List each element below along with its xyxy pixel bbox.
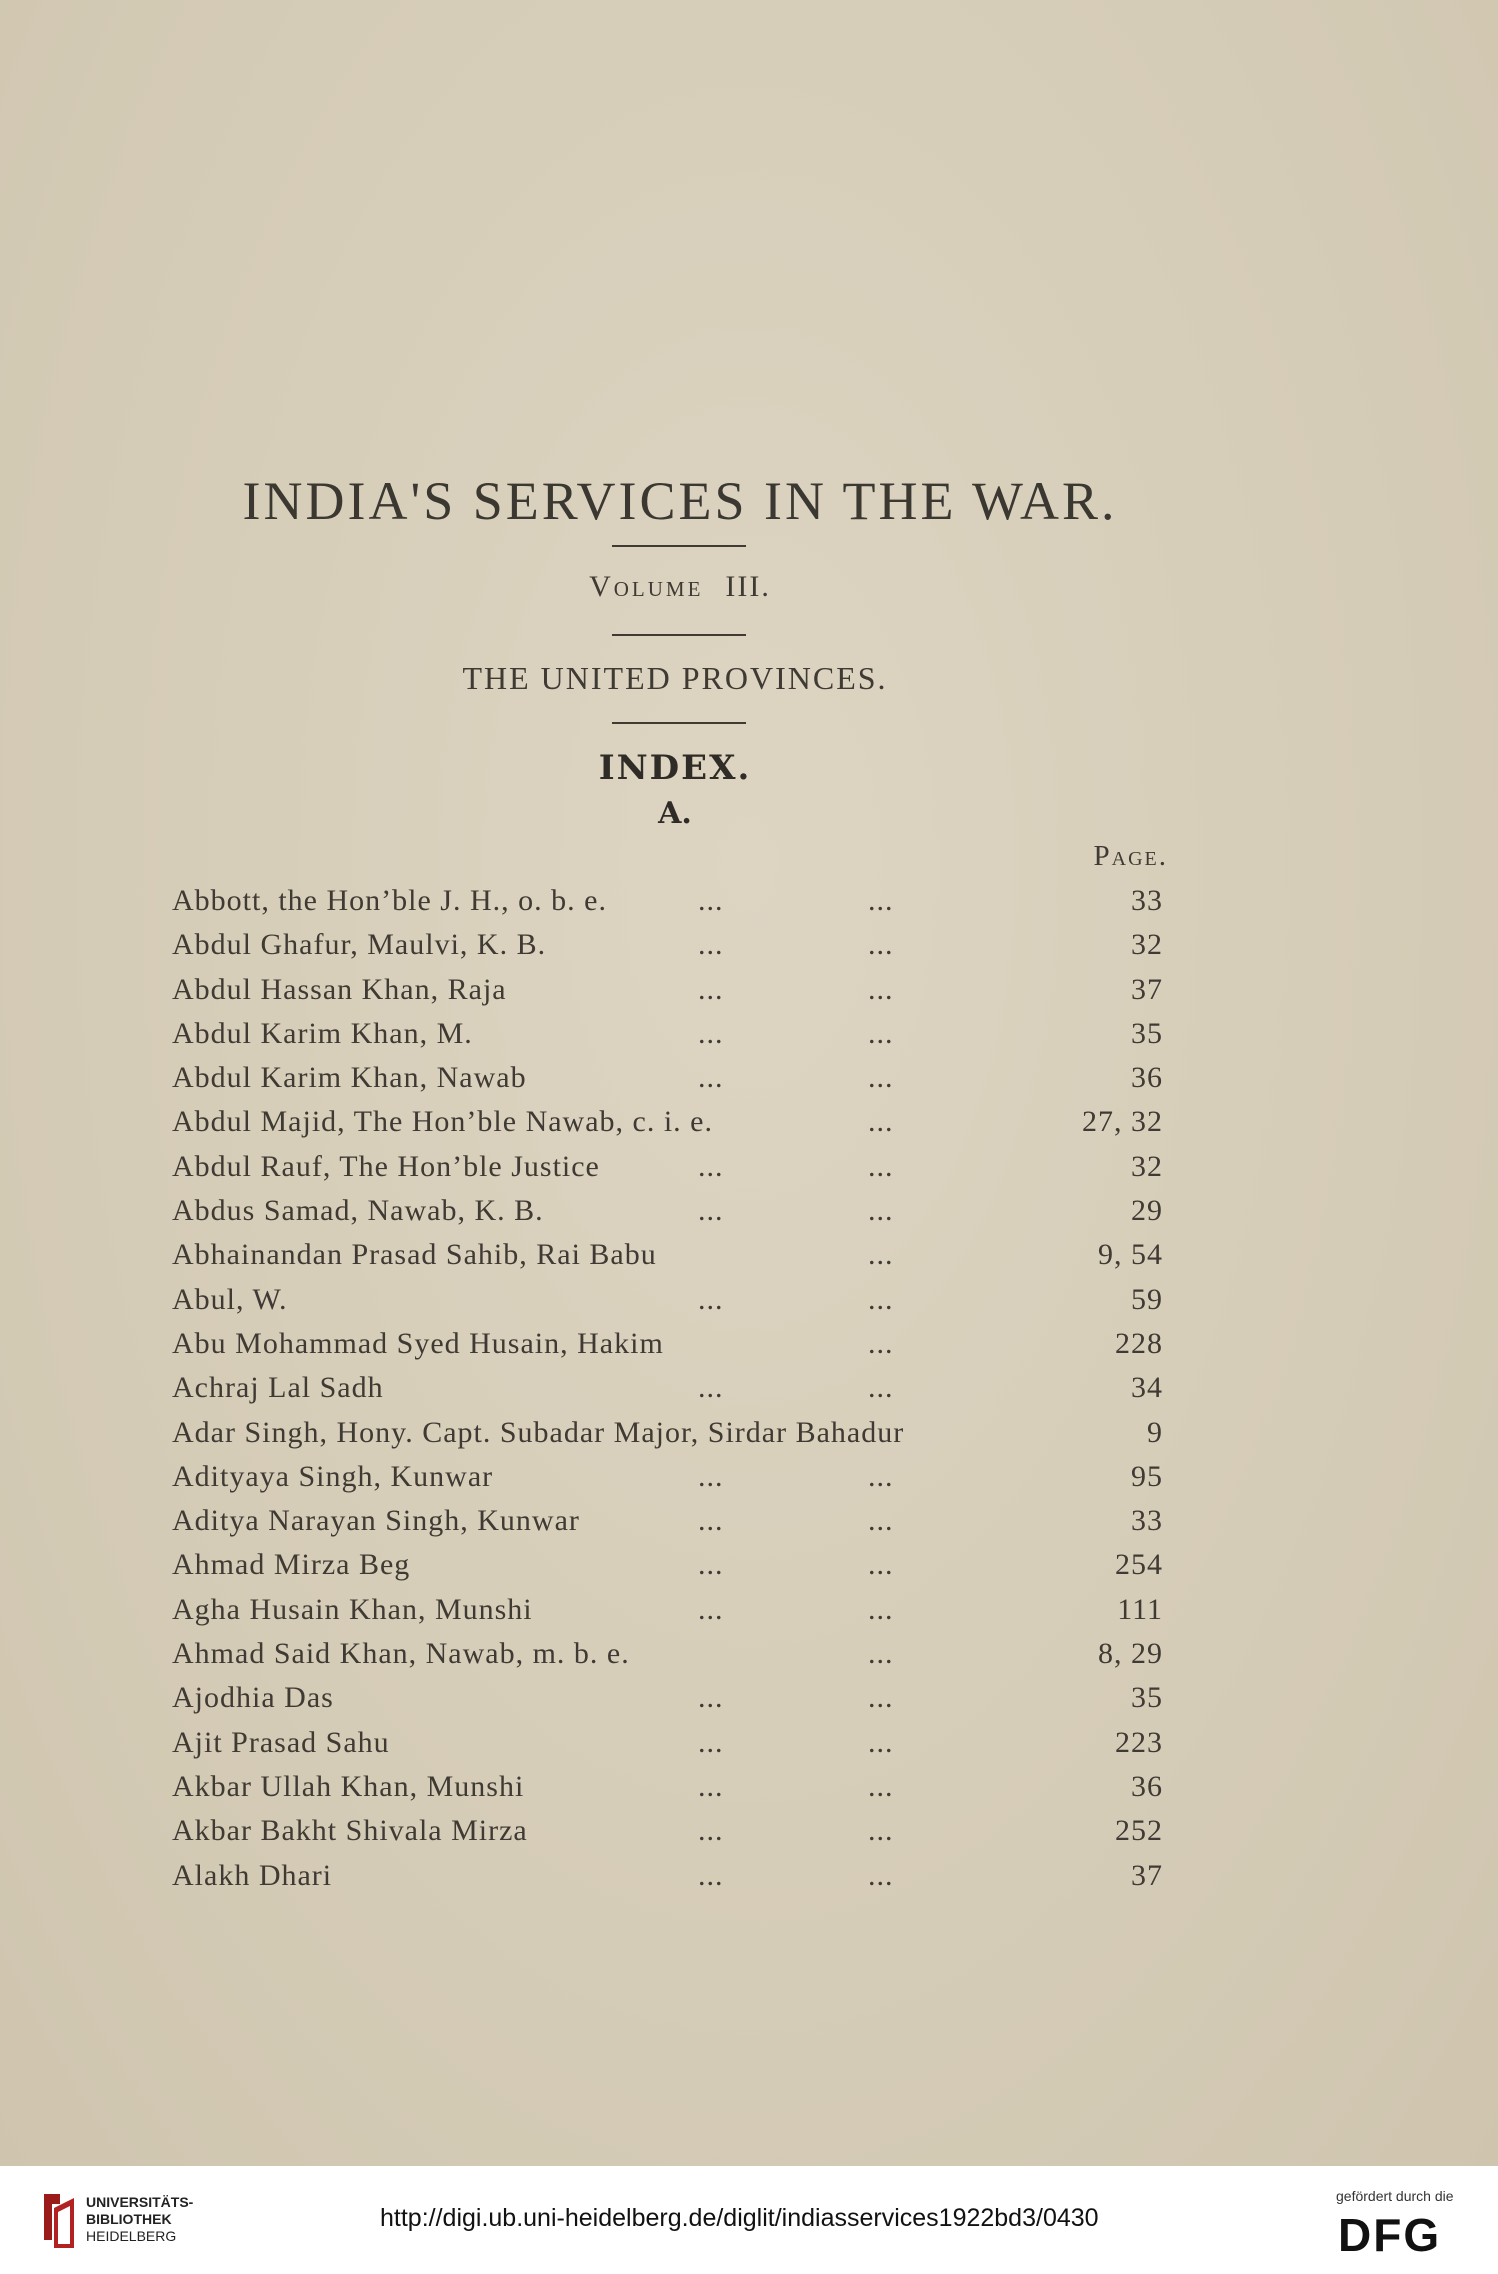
index-entry <box>0 1279 1498 1323</box>
entry-page-number: 32 <box>1131 1149 1163 1183</box>
leader-dots: ... <box>698 1061 724 1095</box>
leader-dots: ... <box>698 1725 724 1759</box>
volume-number: III. <box>725 570 771 603</box>
library-logo-icon <box>40 2190 78 2252</box>
index-entry <box>0 1456 1498 1500</box>
entry-name: Abdus Samad, Nawab, K. B. <box>172 1194 544 1228</box>
entry-name: Aditya Narayan Singh, Kunwar <box>172 1504 580 1538</box>
subtitle: THE UNITED PROVINCES. <box>462 660 888 696</box>
entry-name: Adityaya Singh, Kunwar <box>172 1459 494 1493</box>
entry-name: Abu Mohammad Syed Husain, Hakim <box>172 1326 664 1360</box>
leader-dots: ... <box>868 1016 894 1050</box>
volume-line <box>0 570 1360 604</box>
entry-page-number: 34 <box>1131 1371 1163 1405</box>
index-entry <box>0 1013 1498 1057</box>
entry-name: Akbar Ullah Khan, Munshi <box>172 1769 525 1803</box>
leader-dots: ... <box>698 1194 724 1228</box>
entry-page-number: 37 <box>1131 972 1163 1006</box>
dfg-logo: DFG <box>1338 2209 1442 2261</box>
entry-name: Ajodhia Das <box>172 1681 334 1715</box>
leader-dots: ... <box>698 1149 724 1183</box>
entry-page-number: 252 <box>1115 1814 1163 1848</box>
leader-dots: ... <box>698 1814 724 1848</box>
leader-dots: ... <box>868 1371 894 1405</box>
library-name-line: UNIVERSITÄTS- <box>86 2194 194 2210</box>
library-name <box>86 2194 193 2245</box>
divider-rule <box>612 722 746 724</box>
entry-page-number: 95 <box>1131 1459 1163 1493</box>
index-entry <box>0 1633 1498 1677</box>
index-entry <box>0 880 1498 924</box>
leader-dots: ... <box>868 1061 894 1095</box>
index-entry <box>0 1544 1498 1588</box>
entry-name: Abbott, the Hon’ble J. H., o. b. e. <box>172 884 607 917</box>
leader-dots: ... <box>698 1681 724 1715</box>
index-heading: INDEX. <box>598 748 752 788</box>
index-entry <box>0 1412 1498 1456</box>
entry-page-number: 29 <box>1131 1194 1163 1228</box>
index-entry <box>0 1367 1498 1411</box>
index-entry <box>0 1810 1498 1854</box>
entry-page-number: 111 <box>1117 1592 1163 1626</box>
index-entry <box>0 1766 1498 1810</box>
leader-dots: ... <box>868 1769 894 1803</box>
leader-dots: ... <box>698 1459 724 1493</box>
entry-name: Akbar Bakht Shivala Mirza <box>172 1814 528 1848</box>
leader-dots: ... <box>698 1592 724 1626</box>
leader-dots: ... <box>868 1858 894 1892</box>
leader-dots: ... <box>868 1814 894 1848</box>
leader-dots: ... <box>698 972 724 1006</box>
leader-dots: ... <box>698 1371 724 1405</box>
entry-page-number: 35 <box>1131 1681 1163 1715</box>
leader-dots: ... <box>868 1459 894 1493</box>
leader-dots: ... <box>698 928 724 962</box>
index-entry <box>0 924 1498 968</box>
library-name-line: BIBLIOTHEK <box>86 2211 172 2227</box>
entry-name: Abdul Karim Khan, Nawab <box>172 1061 527 1095</box>
entry-page-number: 9 <box>1147 1415 1163 1449</box>
index-entry <box>0 969 1498 1013</box>
index-entry <box>0 1855 1498 1899</box>
index-entry <box>0 1677 1498 1721</box>
entry-page-number: 35 <box>1131 1016 1163 1050</box>
leader-dots: ... <box>868 928 894 962</box>
entry-page-number: 9, 54 <box>1098 1238 1163 1272</box>
entry-name: Abdul Majid, The Hon’ble Nawab, c. i. e. <box>172 1105 713 1139</box>
entry-page-number: 32 <box>1131 928 1163 962</box>
page-column-header: Page. <box>1093 840 1168 872</box>
entry-name: Abdul Hassan Khan, Raja <box>172 972 507 1006</box>
index-entry <box>0 1234 1498 1278</box>
leader-dots: ... <box>698 1016 724 1050</box>
entry-name: Abdul Rauf, The Hon’ble Justice <box>172 1149 600 1183</box>
leader-dots: ... <box>868 1105 894 1139</box>
permalink[interactable]: http://digi.ub.uni-heidelberg.de/diglit/indiasservices1922bd3/0430 <box>380 2204 1099 2232</box>
volume-label: Volume <box>589 570 704 603</box>
index-entry <box>0 1190 1498 1234</box>
leader-dots: ... <box>868 1149 894 1183</box>
leader-dots: ... <box>868 972 894 1006</box>
entry-page-number: 228 <box>1115 1326 1163 1360</box>
entry-page-number: 37 <box>1131 1858 1163 1892</box>
leader-dots: ... <box>868 1504 894 1538</box>
entry-name: Abdul Karim Khan, M. <box>172 1016 473 1050</box>
entry-name: Ajit Prasad Sahu <box>172 1725 390 1759</box>
entry-name: Ahmad Said Khan, Nawab, m. b. e. <box>172 1637 630 1671</box>
index-entry <box>0 1589 1498 1633</box>
divider-rule <box>612 634 746 636</box>
entry-page-number: 8, 29 <box>1098 1637 1163 1671</box>
divider-rule <box>612 545 746 547</box>
leader-dots: ... <box>698 1504 724 1538</box>
leader-dots: ... <box>868 1637 894 1671</box>
book-title: INDIA'S SERVICES IN THE WAR. <box>242 471 1118 531</box>
entry-page-number: 254 <box>1115 1548 1163 1582</box>
index-entries <box>0 880 1498 1899</box>
leader-dots: ... <box>698 884 724 917</box>
index-entry <box>0 1146 1498 1190</box>
leader-dots: ... <box>868 1681 894 1715</box>
leader-dots: ... <box>868 1548 894 1582</box>
entry-name: Achraj Lal Sadh <box>172 1371 384 1405</box>
leader-dots: ... <box>868 1725 894 1759</box>
leader-dots: ... <box>698 1769 724 1803</box>
entry-name: Abul, W. <box>172 1282 288 1316</box>
entry-page-number: 27, 32 <box>1082 1105 1163 1139</box>
entry-name: Adar Singh, Hony. Capt. Subadar Major, Sirdar Bahadur <box>172 1415 905 1449</box>
leader-dots: ... <box>698 1858 724 1892</box>
library-name-line: HEIDELBERG <box>86 2228 177 2244</box>
section-letter: A. <box>658 796 692 831</box>
index-entry <box>0 1057 1498 1101</box>
leader-dots: ... <box>868 884 894 917</box>
entry-page-number: 33 <box>1131 1504 1163 1538</box>
entry-page-number: 223 <box>1115 1725 1163 1759</box>
digitization-footer <box>0 2166 1498 2274</box>
entry-page-number: 33 <box>1131 884 1163 917</box>
funded-by-label: gefördert durch die <box>1336 2188 1454 2204</box>
index-entry <box>0 1101 1498 1145</box>
entry-name: Ahmad Mirza Beg <box>172 1548 411 1582</box>
entry-page-number: 36 <box>1131 1769 1163 1803</box>
index-entry <box>0 1500 1498 1544</box>
entry-page-number: 59 <box>1131 1282 1163 1316</box>
leader-dots: ... <box>868 1592 894 1626</box>
entry-page-number: 36 <box>1131 1061 1163 1095</box>
index-entry <box>0 1323 1498 1367</box>
leader-dots: ... <box>698 1548 724 1582</box>
entry-name: Abhainandan Prasad Sahib, Rai Babu <box>172 1238 657 1272</box>
leader-dots: ... <box>868 1238 894 1272</box>
index-entry <box>0 1722 1498 1766</box>
leader-dots: ... <box>868 1194 894 1228</box>
entry-name: Alakh Dhari <box>172 1858 333 1892</box>
leader-dots: ... <box>868 1282 894 1316</box>
leader-dots: ... <box>698 1282 724 1316</box>
leader-dots: ... <box>868 1326 894 1360</box>
entry-name: Agha Husain Khan, Munshi <box>172 1592 533 1626</box>
entry-name: Abdul Ghafur, Maulvi, K. B. <box>172 928 547 962</box>
